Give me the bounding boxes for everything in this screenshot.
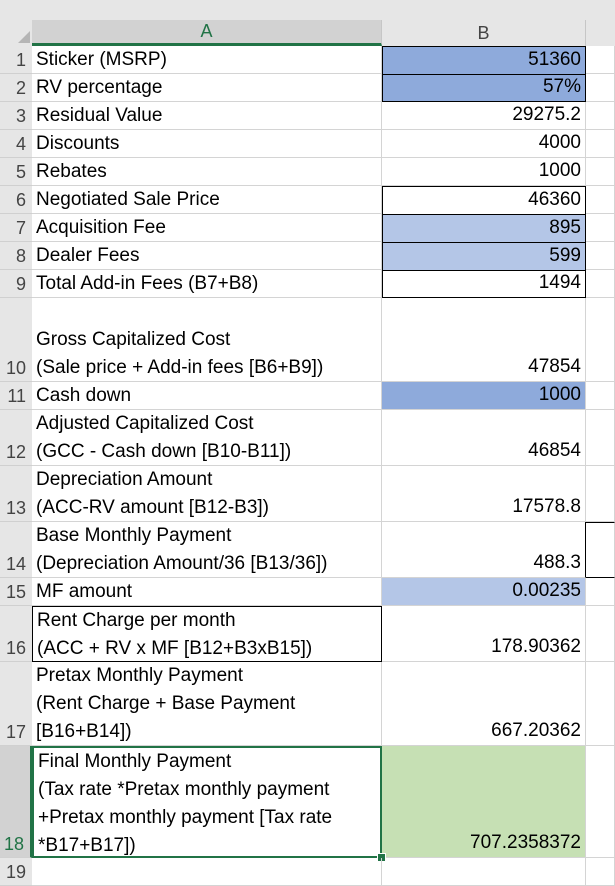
cell-b3[interactable] — [382, 102, 586, 130]
cell-a8[interactable] — [32, 242, 382, 270]
row-header-9[interactable] — [0, 270, 32, 298]
cell-value: 1000 — [538, 384, 581, 405]
row-number: 7 — [15, 218, 26, 238]
row-number: 10 — [5, 358, 26, 378]
row-number: 1 — [15, 50, 26, 70]
cell-a3[interactable] — [32, 102, 382, 130]
cell-value: 29275.2 — [512, 104, 581, 125]
cell-label: Total Add-in Fees (B7+B8) — [36, 273, 259, 294]
row-number: 16 — [5, 638, 26, 658]
cell-c10[interactable] — [586, 298, 615, 382]
cell-a4[interactable] — [32, 130, 382, 158]
cell-b16[interactable] — [382, 606, 586, 662]
row-number: 6 — [15, 190, 26, 210]
cell-label: Adjusted Capitalized Cost (GCC - Cash down [B10-B11]) — [36, 413, 292, 462]
cell-b12[interactable] — [382, 410, 586, 466]
row-number: 11 — [7, 386, 26, 406]
cell-c14[interactable] — [586, 522, 615, 578]
row-number: 8 — [15, 246, 26, 266]
row-header-17[interactable] — [0, 662, 32, 746]
cell-a9[interactable] — [32, 270, 382, 298]
row-number: 15 — [5, 582, 26, 602]
cell-value: 599 — [549, 245, 581, 266]
cell-value: 667.20362 — [491, 720, 581, 741]
cell-b11[interactable] — [382, 382, 586, 410]
row-header-5[interactable] — [0, 158, 32, 186]
cell-label: Dealer Fees — [36, 245, 140, 266]
row-header-16[interactable] — [0, 606, 32, 662]
row-number: 2 — [15, 78, 26, 98]
cell-a13[interactable] — [32, 466, 382, 522]
row-header-15[interactable] — [0, 578, 32, 606]
row-number: 13 — [5, 498, 26, 518]
cell-c8[interactable] — [586, 242, 615, 270]
cell-b2[interactable] — [382, 74, 586, 102]
row-header-19[interactable] — [0, 858, 32, 886]
cell-label: Cash down — [36, 385, 132, 406]
cell-value: 895 — [549, 217, 581, 238]
cell-c2[interactable] — [586, 74, 615, 102]
cell-a12[interactable] — [32, 410, 382, 466]
cell-value: 1494 — [538, 272, 581, 293]
row-number: 14 — [5, 554, 26, 574]
cell-label: Depreciation Amount (ACC-RV amount [B12-B3]) — [36, 469, 270, 518]
cell-c9[interactable] — [586, 270, 615, 298]
cell-b4[interactable] — [382, 130, 586, 158]
cell-c6[interactable] — [586, 186, 615, 214]
cell-value: 707.2358372 — [470, 832, 581, 853]
cell-value: 17578.8 — [512, 496, 581, 517]
row-header-7[interactable] — [0, 214, 32, 242]
cell-c5[interactable] — [586, 158, 615, 186]
row-number: 18 — [3, 834, 24, 854]
cell-value: 178.90362 — [491, 636, 581, 657]
cell-value: 57% — [542, 76, 581, 97]
cell-label: Discounts — [36, 133, 120, 154]
row-number: 3 — [15, 106, 26, 126]
cell-c11[interactable] — [586, 382, 615, 410]
column-header-b[interactable]: B — [382, 20, 586, 46]
cell-value: 51360 — [528, 49, 581, 70]
cell-b8[interactable] — [382, 242, 586, 271]
cell-a16[interactable] — [32, 606, 382, 662]
cell-a19[interactable] — [32, 858, 382, 886]
cell-c3[interactable] — [586, 102, 615, 130]
row-number: 19 — [5, 862, 26, 882]
cell-a6[interactable] — [32, 186, 382, 214]
cell-label: RV percentage — [36, 77, 163, 98]
cell-value: 47854 — [528, 356, 581, 377]
cell-label: MF amount — [36, 581, 133, 602]
cell-a17[interactable] — [32, 662, 382, 746]
select-all-triangle-icon[interactable] — [18, 31, 30, 43]
row-header-18[interactable] — [0, 746, 32, 858]
cell-c18[interactable] — [586, 746, 615, 858]
row-header-11[interactable] — [0, 382, 32, 410]
cell-c19[interactable] — [586, 858, 615, 886]
cell-b5[interactable] — [382, 158, 586, 186]
cell-a18[interactable] — [32, 746, 382, 858]
cell-value: 4000 — [538, 132, 581, 153]
cell-b1[interactable] — [382, 46, 586, 75]
column-header-a[interactable]: A — [32, 20, 382, 46]
cell-label: Acquisition Fee — [36, 217, 166, 238]
cell-c17[interactable] — [586, 662, 615, 746]
cell-b18[interactable] — [382, 746, 586, 858]
cell-label: Sticker (MSRP) — [36, 49, 167, 70]
cell-a11[interactable] — [32, 382, 382, 410]
row-number: 9 — [15, 274, 26, 294]
cell-c15[interactable] — [586, 578, 615, 606]
row-header-13[interactable] — [0, 466, 32, 522]
cell-b14[interactable] — [382, 522, 586, 578]
cell-b19[interactable] — [382, 858, 586, 886]
cell-label: Pretax Monthly Payment (Rent Charge + Base Payment [B16+B14]) — [36, 665, 296, 742]
cell-a14[interactable] — [32, 522, 382, 578]
cell-b17[interactable] — [382, 662, 586, 746]
cell-value: 1000 — [538, 160, 581, 181]
row-header-1[interactable] — [0, 46, 32, 74]
cell-c12[interactable] — [586, 410, 615, 466]
cell-c1[interactable] — [586, 46, 615, 74]
cell-b15[interactable] — [382, 578, 586, 606]
cell-a15[interactable] — [32, 578, 382, 606]
cell-a5[interactable] — [32, 158, 382, 186]
cell-c4[interactable] — [586, 130, 615, 158]
cell-c13[interactable] — [586, 466, 615, 522]
row-header-6[interactable] — [0, 186, 32, 214]
cell-label: Rent Charge per month (ACC + RV x MF [B12+B3xB15]) — [37, 610, 313, 659]
row-header-14[interactable] — [0, 522, 32, 578]
cell-label: Base Monthly Payment (Depreciation Amount/36 [B13/36]) — [36, 525, 328, 574]
cell-b10[interactable] — [382, 298, 586, 382]
row-number: 4 — [15, 134, 26, 154]
cell-b6[interactable] — [382, 186, 586, 215]
cell-label: Gross Capitalized Cost (Sale price + Add-in fees [B6+B9]) — [36, 329, 324, 378]
cell-a1[interactable] — [32, 46, 382, 74]
cell-value: 488.3 — [533, 552, 581, 573]
cell-b7[interactable] — [382, 214, 586, 243]
cell-label: Final Monthly Payment (Tax rate *Pretax monthly payment +Pretax monthly payment [Tax rate *B17+B17]) — [38, 751, 333, 856]
row-number: 12 — [5, 442, 26, 462]
row-header-4[interactable] — [0, 130, 32, 158]
cell-a2[interactable] — [32, 74, 382, 102]
row-header-10[interactable] — [0, 298, 32, 382]
row-number: 17 — [5, 722, 26, 742]
cell-label: Residual Value — [36, 105, 163, 126]
cell-b9[interactable] — [382, 270, 586, 298]
cell-label: Rebates — [36, 161, 107, 182]
cell-c16[interactable] — [586, 606, 615, 662]
row-header-12[interactable] — [0, 410, 32, 466]
column-header-c[interactable] — [586, 20, 615, 46]
cell-label: Negotiated Sale Price — [36, 189, 220, 210]
cell-c7[interactable] — [586, 214, 615, 242]
cell-a10[interactable] — [32, 298, 382, 382]
cell-value: 46854 — [528, 440, 581, 461]
row-header-3[interactable] — [0, 102, 32, 130]
row-header-8[interactable] — [0, 242, 32, 270]
row-header-2[interactable] — [0, 74, 32, 102]
cell-value: 0.00235 — [512, 580, 581, 601]
cell-value: 46360 — [528, 189, 581, 210]
cell-b13[interactable] — [382, 466, 586, 522]
row-number: 5 — [15, 162, 26, 182]
cell-a7[interactable] — [32, 214, 382, 242]
